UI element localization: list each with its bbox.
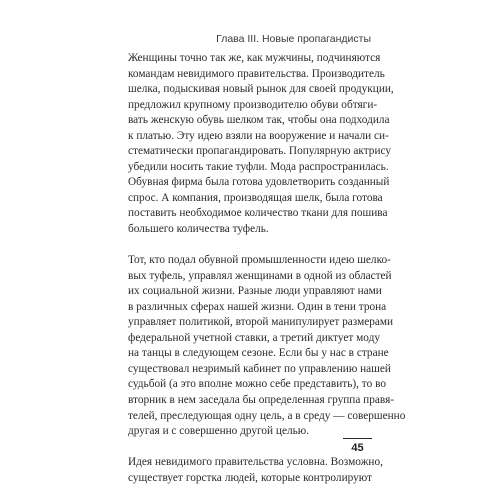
text-line: убедили носить такие туфли. Мода распространилась. xyxy=(128,160,389,173)
text-line: большего количества туфель. xyxy=(128,223,269,236)
text-line: поставить необходимое количество ткани для пошива xyxy=(128,207,388,220)
body-text xyxy=(128,51,406,486)
text-line: шелка, подыскивая новый рынок для своей продукции, xyxy=(128,83,394,96)
text-line: вторник в нем заседала бы определенная группа правя- xyxy=(128,393,395,406)
text-line: к платью. Эту идею взяли на вооружение и начали си- xyxy=(128,129,389,142)
text-line: федеральной учетной ставки, а третий диктует моду xyxy=(128,331,381,344)
text-line: стематически пропагандировать. Популярную актрису xyxy=(128,145,391,158)
paragraph xyxy=(128,51,394,238)
text-line: вать женскую обувь шелком так, чтобы она подходила xyxy=(128,114,390,127)
running-header: Глава III. Новые пропагандисты xyxy=(216,33,371,45)
text-line: вых туфель, управлял женщинами в одной из областей xyxy=(128,269,392,282)
text-line: телей, преследующая одну цель, а в среду — совершенно xyxy=(128,409,406,422)
text-line: спрос. А компания, производящая шелк, была готова xyxy=(128,191,383,204)
text-line: Обувная фирма была готова удовлетворить созданный xyxy=(128,176,390,189)
text-line: командам невидимого правительства. Производитель xyxy=(128,67,385,80)
paragraph-gap xyxy=(128,440,372,456)
text-line: существует горстка людей, которые контролируют xyxy=(128,471,372,484)
text-line: существовал незримый кабинет по управлению нашей xyxy=(128,362,391,375)
text-line: управляет политикой, второй манипулирует размерами xyxy=(128,316,394,329)
text-line: предложил крупному производителю обуви обтяги- xyxy=(128,98,378,111)
text-line: другая и с совершенно другой целью. xyxy=(128,425,310,438)
paragraph xyxy=(128,455,383,486)
page-number: 45 xyxy=(343,438,372,454)
text-line: Тот, кто подал обувной промышленности идею шелко- xyxy=(128,254,391,267)
paragraph-gap xyxy=(128,238,372,254)
text-line: их социальной жизни. Разные люди управляют нами xyxy=(128,285,382,298)
text-line: Женщины точно так же, как мужчины, подчиняются xyxy=(128,52,381,64)
text-line: судьбой (а это вполне можно себе представить), то во xyxy=(128,378,386,391)
text-line: в различных сферах нашей жизни. Один в тени трона xyxy=(128,300,387,313)
paragraph xyxy=(128,253,406,440)
text-line: Идея невидимого правительства условна. Возможно, xyxy=(128,456,383,469)
text-line: на танцы в следующем сезоне. Если бы у нас в стране xyxy=(128,347,389,360)
